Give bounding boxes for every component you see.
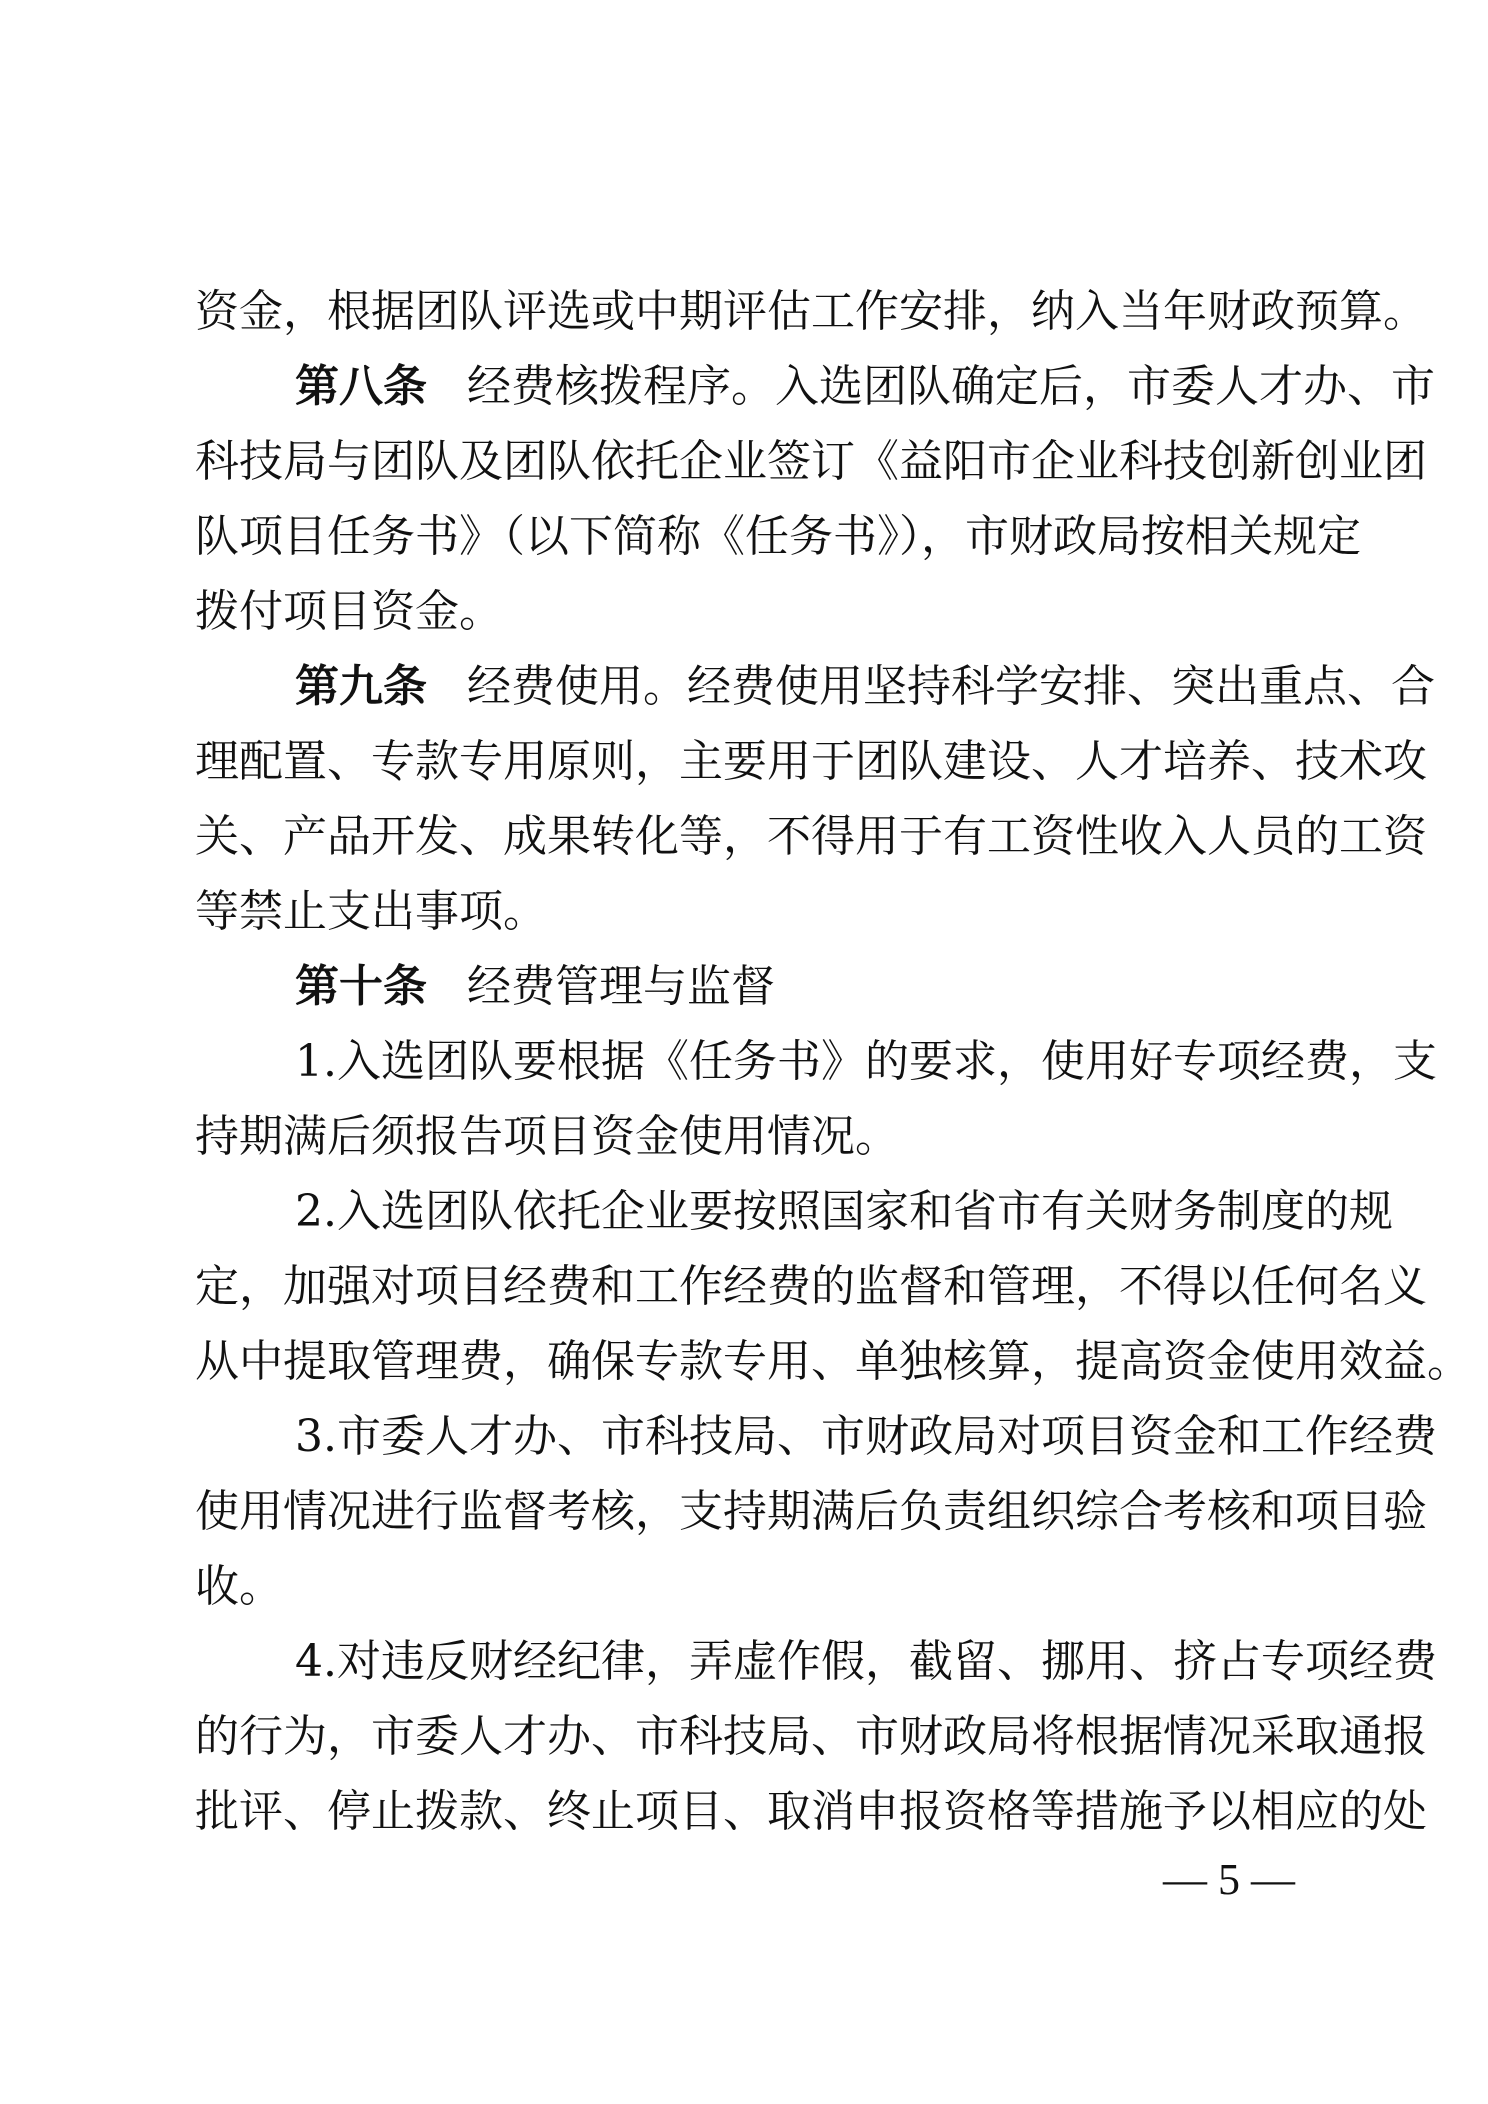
- line-text: 从中提取管理费，确保专款专用、单独核算，提高资金使用效益。: [195, 1336, 1471, 1387]
- text-line: [195, 1774, 1427, 1849]
- line-text: 经费使用。经费使用坚持科学安排、突出重点、合: [467, 661, 1435, 712]
- text-line: [195, 499, 1361, 574]
- line-text: 2.入选团队依托企业要按照国家和省市有关财务制度的规: [295, 1186, 1393, 1237]
- line-text: 持期满后须报告项目资金使用情况。: [195, 1111, 899, 1162]
- text-line: [195, 1699, 1427, 1774]
- text-line: [195, 1399, 1437, 1474]
- text-line: [195, 574, 1297, 649]
- line-text: 拨付项目资金。: [195, 586, 503, 637]
- text-line: [195, 799, 1427, 874]
- line-text: 理配置、专款专用原则，主要用于团队建设、人才培养、技术攻: [195, 736, 1427, 787]
- page-number: — 5 —: [1163, 1855, 1295, 1904]
- line-text: 3.市委人才办、市科技局、市财政局对项目资金和工作经费: [295, 1411, 1437, 1462]
- line-text: 使用情况进行监督考核，支持期满后负责组织综合考核和项目验: [195, 1486, 1427, 1537]
- text-line: [195, 1099, 1297, 1174]
- text-line: [195, 274, 1427, 349]
- line-text: 收。: [195, 1561, 283, 1612]
- article-heading: 第九条: [295, 661, 427, 712]
- text-line: [195, 424, 1427, 499]
- line-text: 定，加强对项目经费和工作经费的监督和管理，不得以任何名义: [195, 1261, 1427, 1312]
- line-text: 关、产品开发、成果转化等，不得用于有工资性收入人员的工资: [195, 811, 1427, 862]
- line-text: 经费核拨程序。入选团队确定后，市委人才办、市: [467, 361, 1435, 412]
- text-line: [195, 1249, 1427, 1324]
- text-line: [195, 349, 1435, 424]
- line-text: 等禁止支出事项。: [195, 886, 547, 937]
- line-text: 经费管理与监督: [467, 961, 775, 1012]
- text-line: [195, 949, 1297, 1024]
- line-text: 的行为，市委人才办、市科技局、市财政局将根据情况采取通报: [195, 1711, 1427, 1762]
- article-heading: 第十条: [295, 961, 427, 1012]
- line-text: 1.入选团队要根据《任务书》的要求，使用好专项经费，支: [295, 1036, 1437, 1087]
- line-text: 资金，根据团队评选或中期评估工作安排，纳入当年财政预算。: [195, 286, 1427, 337]
- text-line: [195, 1324, 1471, 1399]
- text-line: [195, 724, 1427, 799]
- line-text: 批评、停止拨款、终止项目、取消申报资格等措施予以相应的处: [195, 1786, 1427, 1837]
- text-line: [195, 874, 1297, 949]
- text-line: [195, 1549, 1297, 1624]
- text-line: [195, 649, 1435, 724]
- article-heading: 第八条: [295, 361, 427, 412]
- text-line: [195, 1174, 1393, 1249]
- line-text: 4.对违反财经纪律，弄虚作假，截留、挪用、挤占专项经费: [295, 1636, 1437, 1687]
- text-line: [195, 1474, 1427, 1549]
- text-line: [195, 1624, 1437, 1699]
- line-text: 队项目任务书》（以下简称《任务书》），市财政局按相关规定: [195, 511, 1361, 562]
- document-body: [195, 274, 1471, 1849]
- text-line: [195, 1024, 1437, 1099]
- line-text: 科技局与团队及团队依托企业签订《益阳市企业科技创新创业团: [195, 436, 1427, 487]
